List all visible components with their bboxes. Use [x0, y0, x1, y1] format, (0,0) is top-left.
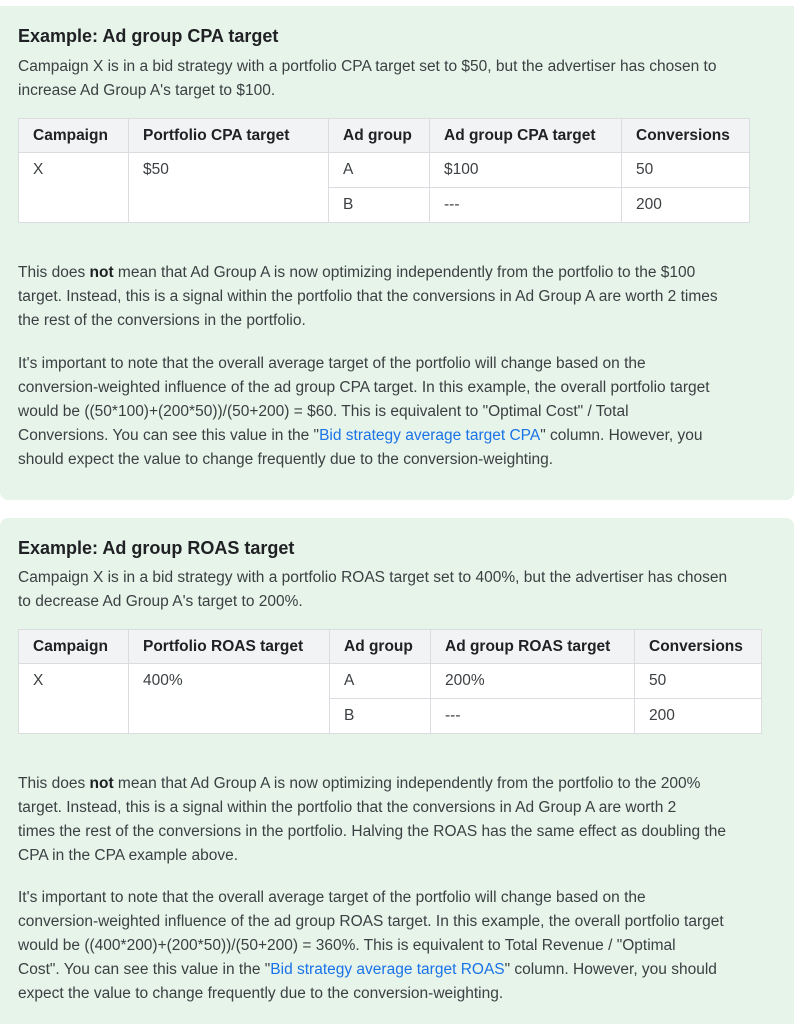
table-header-row: [19, 119, 750, 153]
campaign-cell: X: [19, 664, 129, 734]
text-line: target. Instead, this is a signal within the portfolio that the conversions in Ad Group A are worth 2: [18, 799, 677, 816]
column-header-portfolio-target: Portfolio CPA target: [129, 119, 329, 153]
text-fragment: This does: [18, 775, 90, 792]
text-line: would be ((50*100)+(200*50))/(50+200) = $60. This is equivalent to "Optimal Cost" / Total: [18, 403, 629, 420]
text-line: target. Instead, this is a signal within the portfolio that the conversions in Ad Group A are worth 2 times: [18, 288, 718, 305]
text-fragment: " column. However, you should: [504, 961, 717, 978]
column-header-conversions: Conversions: [635, 630, 762, 664]
cpa-example-title: Example: Ad group CPA target: [18, 26, 279, 46]
text-line: the rest of the conversions in the portfolio.: [18, 312, 306, 329]
table-row: [19, 153, 750, 188]
text-line: should expect the value to change frequently due to the conversion-weighting.: [18, 451, 554, 468]
text-line: CPA in the CPA example above.: [18, 847, 238, 864]
roas-intro: [18, 566, 788, 614]
conversions-cell: 50: [635, 664, 762, 699]
ad-group-cell: B: [329, 188, 430, 223]
cpa-example-table: [18, 118, 750, 223]
cpa-explanation-paragraph: [18, 261, 788, 333]
cpa-intro-line2: increase Ad Group A's target to $100.: [18, 82, 276, 99]
roas-intro-line1: Campaign X is in a bid strategy with a portfolio ROAS target set to 400%, but the advertiser has chosen: [18, 569, 728, 586]
ad-group-target-cell: 200%: [431, 664, 635, 699]
cpa-average-target-paragraph: [18, 352, 788, 472]
text-line: times the rest of the conversions in the portfolio. Halving the ROAS has the same effect as doubling the: [18, 823, 726, 840]
column-header-ad-group-target: Ad group ROAS target: [431, 630, 635, 664]
text-fragment: " column. However, you: [540, 427, 703, 444]
column-header-portfolio-target: Portfolio ROAS target: [129, 630, 330, 664]
column-header-ad-group-target: Ad group CPA target: [430, 119, 622, 153]
ad-group-target-cell: ---: [431, 699, 635, 734]
roas-explanation-paragraph: [18, 772, 788, 868]
table-row: [19, 664, 762, 699]
text-fragment: This does: [18, 264, 90, 281]
cpa-intro: [18, 55, 788, 103]
text-fragment: mean that Ad Group A is now optimizing independently from the portfolio to the 200%: [113, 775, 701, 792]
text-line: conversion-weighted influence of the ad group ROAS target. In this example, the overall portfolio target: [18, 913, 724, 930]
ad-group-target-cell: ---: [430, 188, 622, 223]
bid-strategy-average-target-roas-link[interactable]: Bid strategy average target ROAS: [270, 961, 505, 978]
text-fragment: mean that Ad Group A is now optimizing independently from the portfolio to the $100: [113, 264, 696, 281]
text-line: conversion-weighted influence of the ad group CPA target. In this example, the overall portfolio target: [18, 379, 710, 396]
text-fragment: Conversions. You can see this value in the ": [18, 427, 320, 444]
column-header-campaign: Campaign: [19, 119, 129, 153]
text-line: It's important to note that the overall average target of the portfolio will change based on the: [18, 889, 646, 906]
text-line: would be ((400*200)+(200*50))/(50+200) = 360%. This is equivalent to Total Revenue / "Optimal: [18, 937, 676, 954]
roas-example-title: Example: Ad group ROAS target: [18, 538, 295, 558]
ad-group-cell: B: [330, 699, 431, 734]
column-header-campaign: Campaign: [19, 630, 129, 664]
roas-example-table: [18, 629, 762, 734]
ad-group-cell: A: [329, 153, 430, 188]
text-line: It's important to note that the overall average target of the portfolio will change based on the: [18, 355, 646, 372]
column-header-ad-group: Ad group: [329, 119, 430, 153]
ad-group-target-cell: $100: [430, 153, 622, 188]
cpa-intro-line1: Campaign X is in a bid strategy with a portfolio CPA target set to $50, but the advertiser has chosen to: [18, 58, 717, 75]
table-header-row: [19, 630, 762, 664]
text-fragment: Cost". You can see this value in the ": [18, 961, 271, 978]
bid-strategy-average-target-cpa-link[interactable]: Bid strategy average target CPA: [319, 427, 541, 444]
roas-intro-line2: to decrease Ad Group A's target to 200%.: [18, 593, 303, 610]
portfolio-target-cell: $50: [129, 153, 329, 223]
cpa-example-card: [0, 6, 794, 500]
emphasis-not: not: [89, 775, 114, 792]
conversions-cell: 200: [635, 699, 762, 734]
ad-group-cell: A: [330, 664, 431, 699]
conversions-cell: 200: [622, 188, 750, 223]
column-header-ad-group: Ad group: [330, 630, 431, 664]
campaign-cell: X: [19, 153, 129, 223]
roas-example-card: [0, 518, 794, 1024]
roas-average-target-paragraph: [18, 886, 788, 1006]
column-header-conversions: Conversions: [622, 119, 750, 153]
portfolio-target-cell: 400%: [129, 664, 330, 734]
text-line: expect the value to change frequently due to the conversion-weighting.: [18, 985, 504, 1002]
conversions-cell: 50: [622, 153, 750, 188]
emphasis-not: not: [89, 264, 114, 281]
